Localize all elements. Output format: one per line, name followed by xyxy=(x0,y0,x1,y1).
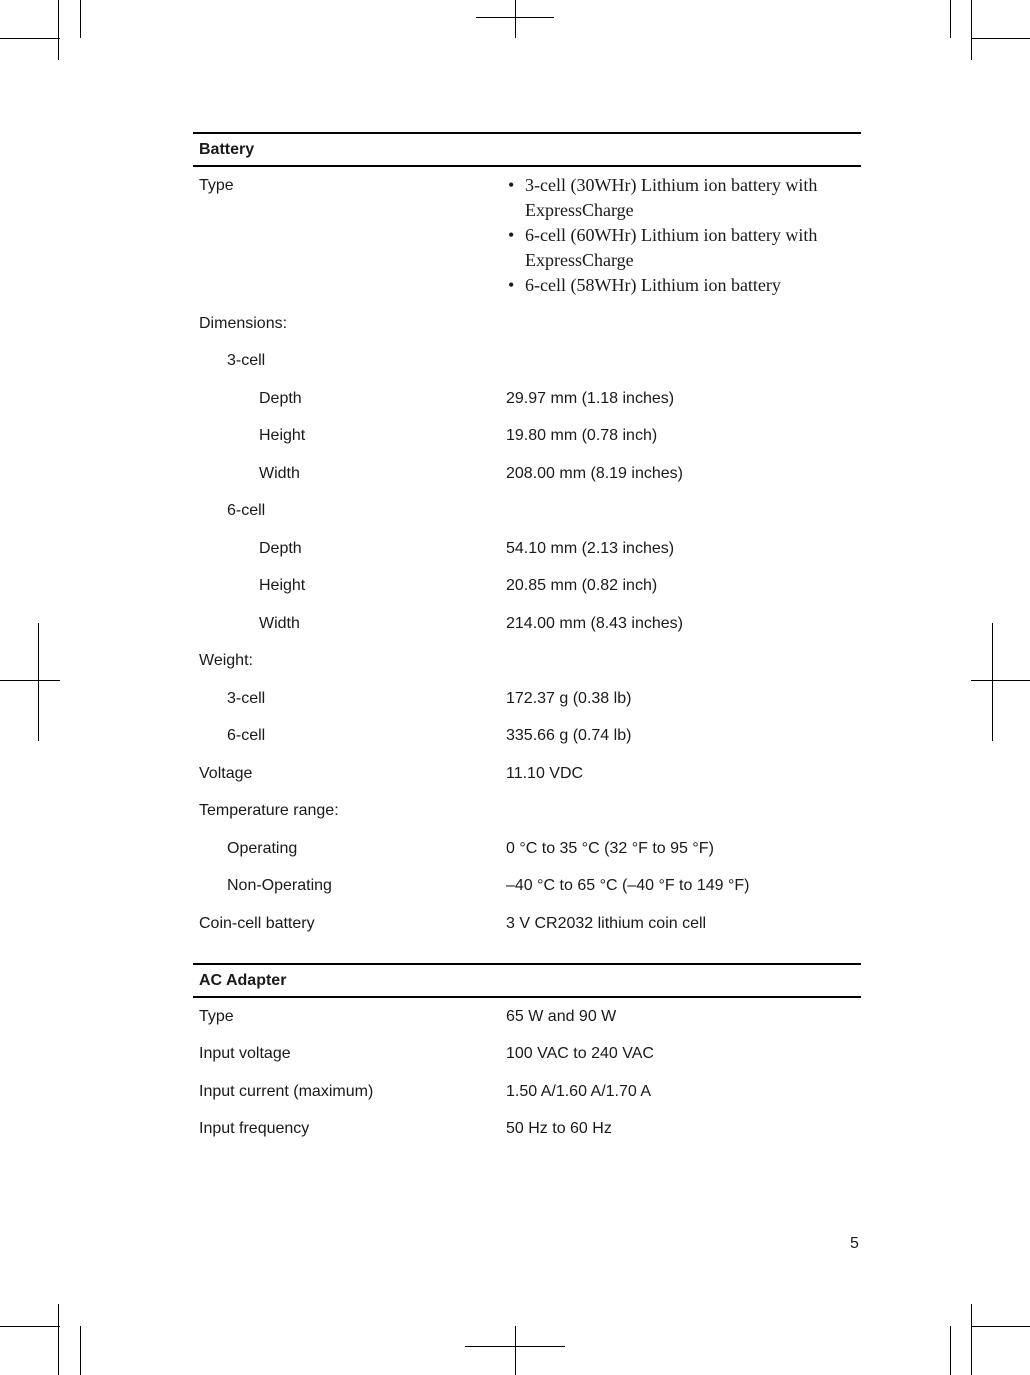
weight-label: Weight: xyxy=(199,652,253,669)
cell6-height-value: 20.85 mm (0.82 inch) xyxy=(506,577,658,594)
crop-mark xyxy=(950,0,951,38)
weight6-label: 6-cell xyxy=(227,727,266,744)
crop-mark xyxy=(515,1326,516,1375)
coin-cell-label: Coin-cell battery xyxy=(199,915,315,932)
ac-adapter-table xyxy=(193,963,861,1163)
cell6-label: 6-cell xyxy=(227,502,266,519)
crop-mark xyxy=(971,1326,1030,1327)
list-item: • 6-cell (58WHr) Lithium ion battery xyxy=(506,273,851,298)
cell6-width-label: Width xyxy=(259,615,300,632)
crop-mark xyxy=(971,680,1030,681)
cell3-height-value: 19.80 mm (0.78 inch) xyxy=(506,427,658,444)
input-frequency-label: Input frequency xyxy=(199,1120,310,1137)
battery-title: Battery xyxy=(193,132,861,167)
nonoperating-label: Non-Operating xyxy=(227,877,332,894)
input-current-value: 1.50 A/1.60 A/1.70 A xyxy=(506,1083,652,1100)
nonoperating-value: –40 °C to 65 °C (–40 °F to 149 °F) xyxy=(506,877,750,894)
cell6-height-label: Height xyxy=(259,577,306,594)
crop-mark xyxy=(80,0,81,38)
crop-mark xyxy=(515,0,516,38)
cell3-height-label: Height xyxy=(259,427,306,444)
cell6-depth-label: Depth xyxy=(259,540,302,557)
crop-mark xyxy=(0,1326,60,1327)
crop-mark xyxy=(38,623,39,741)
operating-label: Operating xyxy=(227,840,298,857)
crop-mark xyxy=(80,1326,81,1375)
input-voltage-label: Input voltage xyxy=(199,1045,291,1062)
list-item: • 3-cell (30WHr) Lithium ion battery with ExpressCharge xyxy=(506,173,851,223)
type-label: Type xyxy=(199,177,234,194)
input-current-label: Input current (maximum) xyxy=(199,1083,374,1100)
weight6-value: 335.66 g (0.74 lb) xyxy=(506,727,632,744)
crop-mark xyxy=(0,38,60,39)
cell6-depth-value: 54.10 mm (2.13 inches) xyxy=(506,540,675,557)
crop-mark xyxy=(58,1304,59,1375)
temperature-label: Temperature range: xyxy=(199,802,339,819)
voltage-label: Voltage xyxy=(199,765,253,782)
battery-type-list xyxy=(506,173,851,298)
crop-mark xyxy=(58,0,59,60)
cell3-width-value: 208.00 mm (8.19 inches) xyxy=(506,465,683,482)
crop-mark xyxy=(971,0,972,60)
cell3-depth-value: 29.97 mm (1.18 inches) xyxy=(506,390,675,407)
input-voltage-value: 100 VAC to 240 VAC xyxy=(506,1045,654,1062)
crop-mark xyxy=(971,1304,972,1375)
input-frequency-value: 50 Hz to 60 Hz xyxy=(506,1120,612,1137)
dimensions-label: Dimensions: xyxy=(199,315,288,332)
coin-cell-value: 3 V CR2032 lithium coin cell xyxy=(506,915,707,932)
voltage-value: 11.10 VDC xyxy=(506,765,584,782)
battery-table xyxy=(193,132,861,942)
cell3-label: 3-cell xyxy=(227,352,266,369)
cell3-width-label: Width xyxy=(259,465,300,482)
cell3-depth-label: Depth xyxy=(259,390,302,407)
list-item: • 6-cell (60WHr) Lithium ion battery with ExpressCharge xyxy=(506,223,851,273)
crop-mark xyxy=(0,680,60,681)
crop-mark xyxy=(971,38,1030,39)
weight3-value: 172.37 g (0.38 lb) xyxy=(506,690,632,707)
ac-adapter-title: AC Adapter xyxy=(193,963,861,998)
ac-type-value: 65 W and 90 W xyxy=(506,1008,617,1025)
ac-type-label: Type xyxy=(199,1008,234,1025)
page-number: 5 xyxy=(850,1235,859,1252)
cell6-width-value: 214.00 mm (8.43 inches) xyxy=(506,615,683,632)
operating-value: 0 °C to 35 °C (32 °F to 95 °F) xyxy=(506,840,714,857)
weight3-label: 3-cell xyxy=(227,690,266,707)
crop-mark xyxy=(992,623,993,741)
crop-mark xyxy=(950,1326,951,1375)
